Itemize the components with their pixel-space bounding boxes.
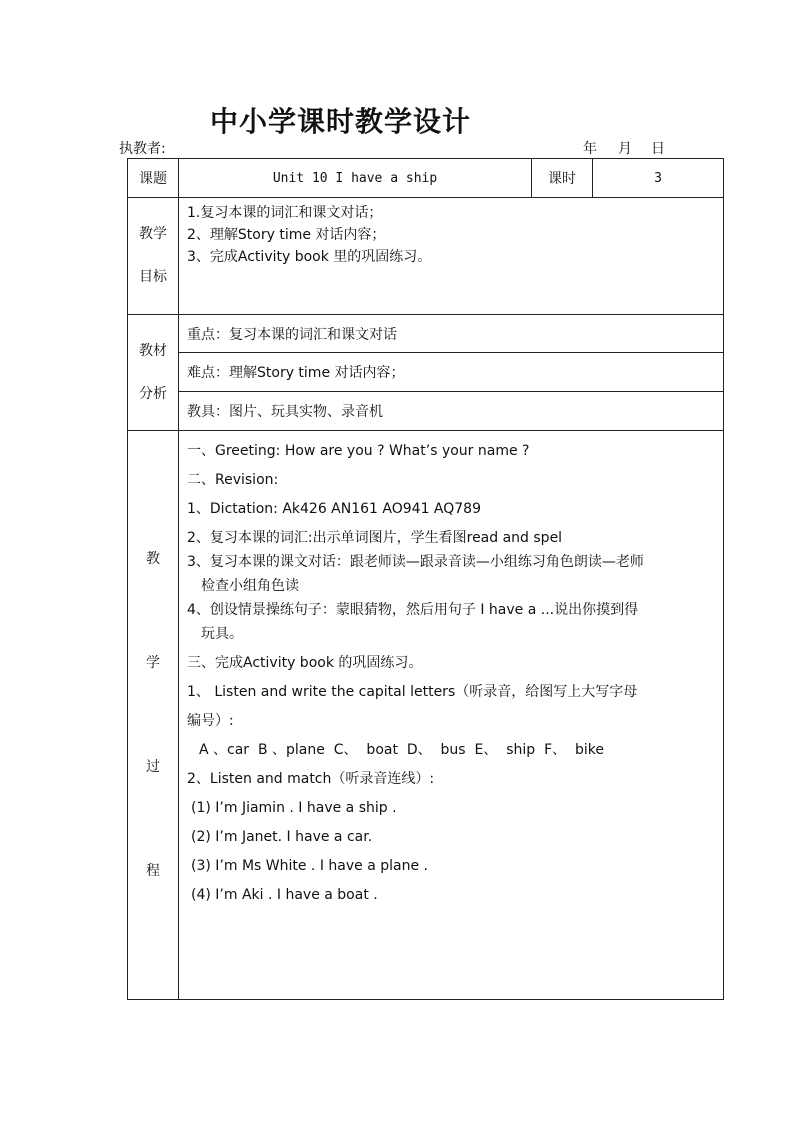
- goals-label-cell: [128, 198, 179, 315]
- process-line: 二、Revision:: [187, 472, 279, 488]
- goals-label-1: 教学: [139, 226, 167, 242]
- process-line: 3、复习本课的课文对话：跟老师读—跟录音读—小组练习角色朗读—老师: [187, 554, 644, 570]
- goals-row: [128, 198, 724, 315]
- hours-value: 3: [593, 159, 724, 198]
- document-title: 中小学课时教学设计: [210, 105, 472, 138]
- process-label-2: 学: [146, 655, 160, 671]
- teacher-label: 执教者:: [119, 141, 166, 157]
- goals-label-2: 目标: [139, 269, 167, 285]
- process-line: 2、Listen and match（听录音连线）:: [187, 771, 435, 787]
- process-line: 1、 Listen and write the capital letters（听录音，给图写上大写字母: [187, 684, 638, 700]
- goal-item: 2、理解Story time 对话内容；: [187, 227, 386, 243]
- process-line: (1) I’m Jiamin . I have a ship .: [191, 800, 397, 816]
- process-line: (2) I’m Janet. I have a car.: [191, 829, 373, 845]
- analysis-label-cell: [128, 315, 179, 431]
- goals-content: [179, 198, 724, 315]
- date-month: 月: [618, 141, 632, 157]
- process-line: 玩具。: [201, 626, 243, 642]
- analysis-aids: 教具：图片、玩具实物、录音机: [179, 392, 724, 431]
- process-label-3: 过: [146, 759, 160, 775]
- analysis-label-2: 分析: [139, 385, 167, 402]
- analysis-difficulty: 难点：理解Story time 对话内容；: [179, 353, 724, 392]
- process-row: [128, 431, 724, 1000]
- process-line: 三、完成Activity book 的巩固练习。: [187, 655, 423, 671]
- process-label-cell: [128, 431, 179, 1000]
- hours-label: 课时: [532, 159, 593, 198]
- analysis-aids-row: [128, 392, 724, 431]
- date-day: 日: [651, 141, 665, 157]
- process-line: 1、Dictation: Ak426 AN161 AO941 AQ789: [187, 501, 481, 517]
- process-label-1: 教: [146, 551, 160, 567]
- analysis-key-row: [128, 315, 724, 353]
- process-line: 检查小组角色读: [201, 578, 299, 594]
- process-content: [179, 431, 724, 1000]
- date-year: 年: [583, 141, 597, 157]
- process-line: 编号）:: [187, 713, 234, 729]
- goal-item: 1.复习本课的词汇和课文对话；: [187, 205, 383, 221]
- topic-value: Unit 10 I have a ship: [179, 159, 532, 198]
- process-line: 4、创设情景操练句子：蒙眼猜物，然后用句子 I have a ...说出你摸到得: [187, 602, 639, 618]
- process-line: (4) I’m Aki . I have a boat .: [191, 887, 378, 903]
- process-line: 2、复习本课的词汇:出示单词图片，学生看图read and spel: [187, 530, 563, 546]
- goal-item: 3、完成Activity book 里的巩固练习。: [187, 249, 432, 265]
- analysis-label-1: 教材: [139, 342, 167, 359]
- analysis-difficulty-row: [128, 353, 724, 392]
- process-line: 一、Greeting: How are you ? What’s your name ?: [187, 443, 530, 459]
- process-line: A 、car B 、plane C、 boat D、 bus E、 ship F、 bike: [199, 742, 605, 758]
- analysis-key: 重点：复习本课的词汇和课文对话: [179, 315, 724, 353]
- topic-label: 课题: [128, 159, 179, 198]
- process-label-4: 程: [146, 863, 160, 879]
- topic-row: [128, 159, 724, 198]
- lesson-plan-table: [127, 158, 724, 1000]
- process-line: (3) I’m Ms White . I have a plane .: [191, 858, 428, 874]
